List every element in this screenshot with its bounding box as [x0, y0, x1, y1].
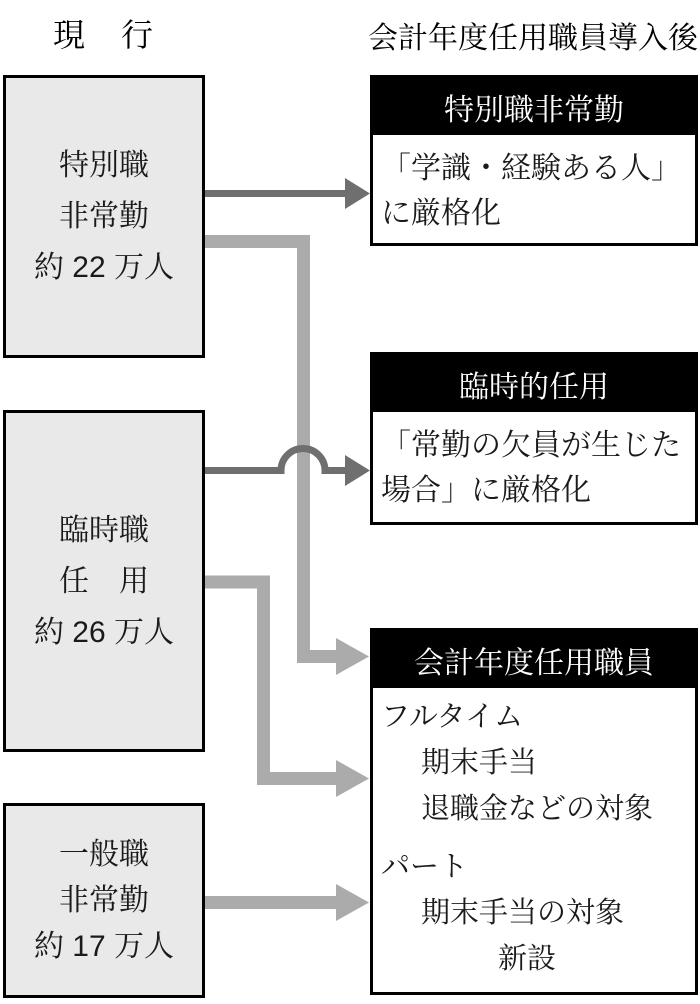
box-text-line: 約 22 万人	[33, 251, 175, 284]
box-text-line: パート	[381, 851, 469, 883]
box-text-line: 特別職	[59, 149, 149, 182]
box-text-line: 臨時職	[59, 513, 149, 547]
after-box-title: 臨時的任用	[373, 355, 695, 412]
after-column-header: 会計年度任用職員導入後	[368, 22, 698, 55]
arrow-temporary-to-temporary-head-icon	[345, 455, 370, 486]
after-box-body	[373, 412, 695, 513]
arrow-temporary-to-fiscal-line	[205, 582, 337, 779]
box-text-line: フルタイム	[381, 701, 524, 733]
current-box-temporary-appointment	[3, 410, 205, 752]
arrow-special-to-fiscal-head-icon	[336, 638, 369, 675]
box-text-line: 場合」に厳格化	[381, 474, 591, 507]
box-text-line: 一般職	[59, 837, 149, 871]
arrow-special-to-special-head-icon	[345, 178, 370, 209]
after-box-fiscal-year-staff	[370, 628, 698, 995]
box-text-line: 任 用	[59, 564, 149, 598]
after-box-body	[373, 688, 695, 982]
after-box-title: 会計年度任用職員	[373, 631, 695, 688]
box-text-line: 約 26 万人	[33, 615, 175, 649]
after-box-title: 特別職非常勤	[373, 78, 695, 135]
box-text-line: に厳格化	[381, 197, 501, 230]
arrow-temporary-to-fiscal-head-icon	[336, 760, 369, 797]
box-text-line: 新設	[498, 943, 557, 975]
current-box-special-parttime	[3, 75, 205, 358]
box-text-line: 非常勤	[59, 200, 149, 233]
box-text-line: 期末手当の対象	[421, 897, 625, 929]
arrow-temporary-to-temporary-line	[205, 449, 346, 471]
box-text-line: 「常勤の欠員が生じた	[381, 429, 681, 462]
box-text-line: 退職金などの対象	[421, 793, 654, 825]
arrow-special-to-fiscal-line	[205, 242, 337, 657]
box-text-line: 期末手当	[421, 747, 538, 779]
after-box-temporary-appointment	[370, 352, 698, 525]
arrow-general-to-fiscal-head-icon	[336, 884, 369, 921]
box-text-line: 「学識・経験ある人」	[381, 152, 681, 185]
box-text-line: 約 17 万人	[33, 929, 175, 963]
current-box-general-parttime	[3, 803, 205, 998]
current-column-header: 現 行	[53, 17, 156, 53]
after-box-body	[373, 135, 695, 236]
after-box-special-parttime	[370, 75, 698, 246]
box-text-line: 非常勤	[59, 883, 149, 917]
